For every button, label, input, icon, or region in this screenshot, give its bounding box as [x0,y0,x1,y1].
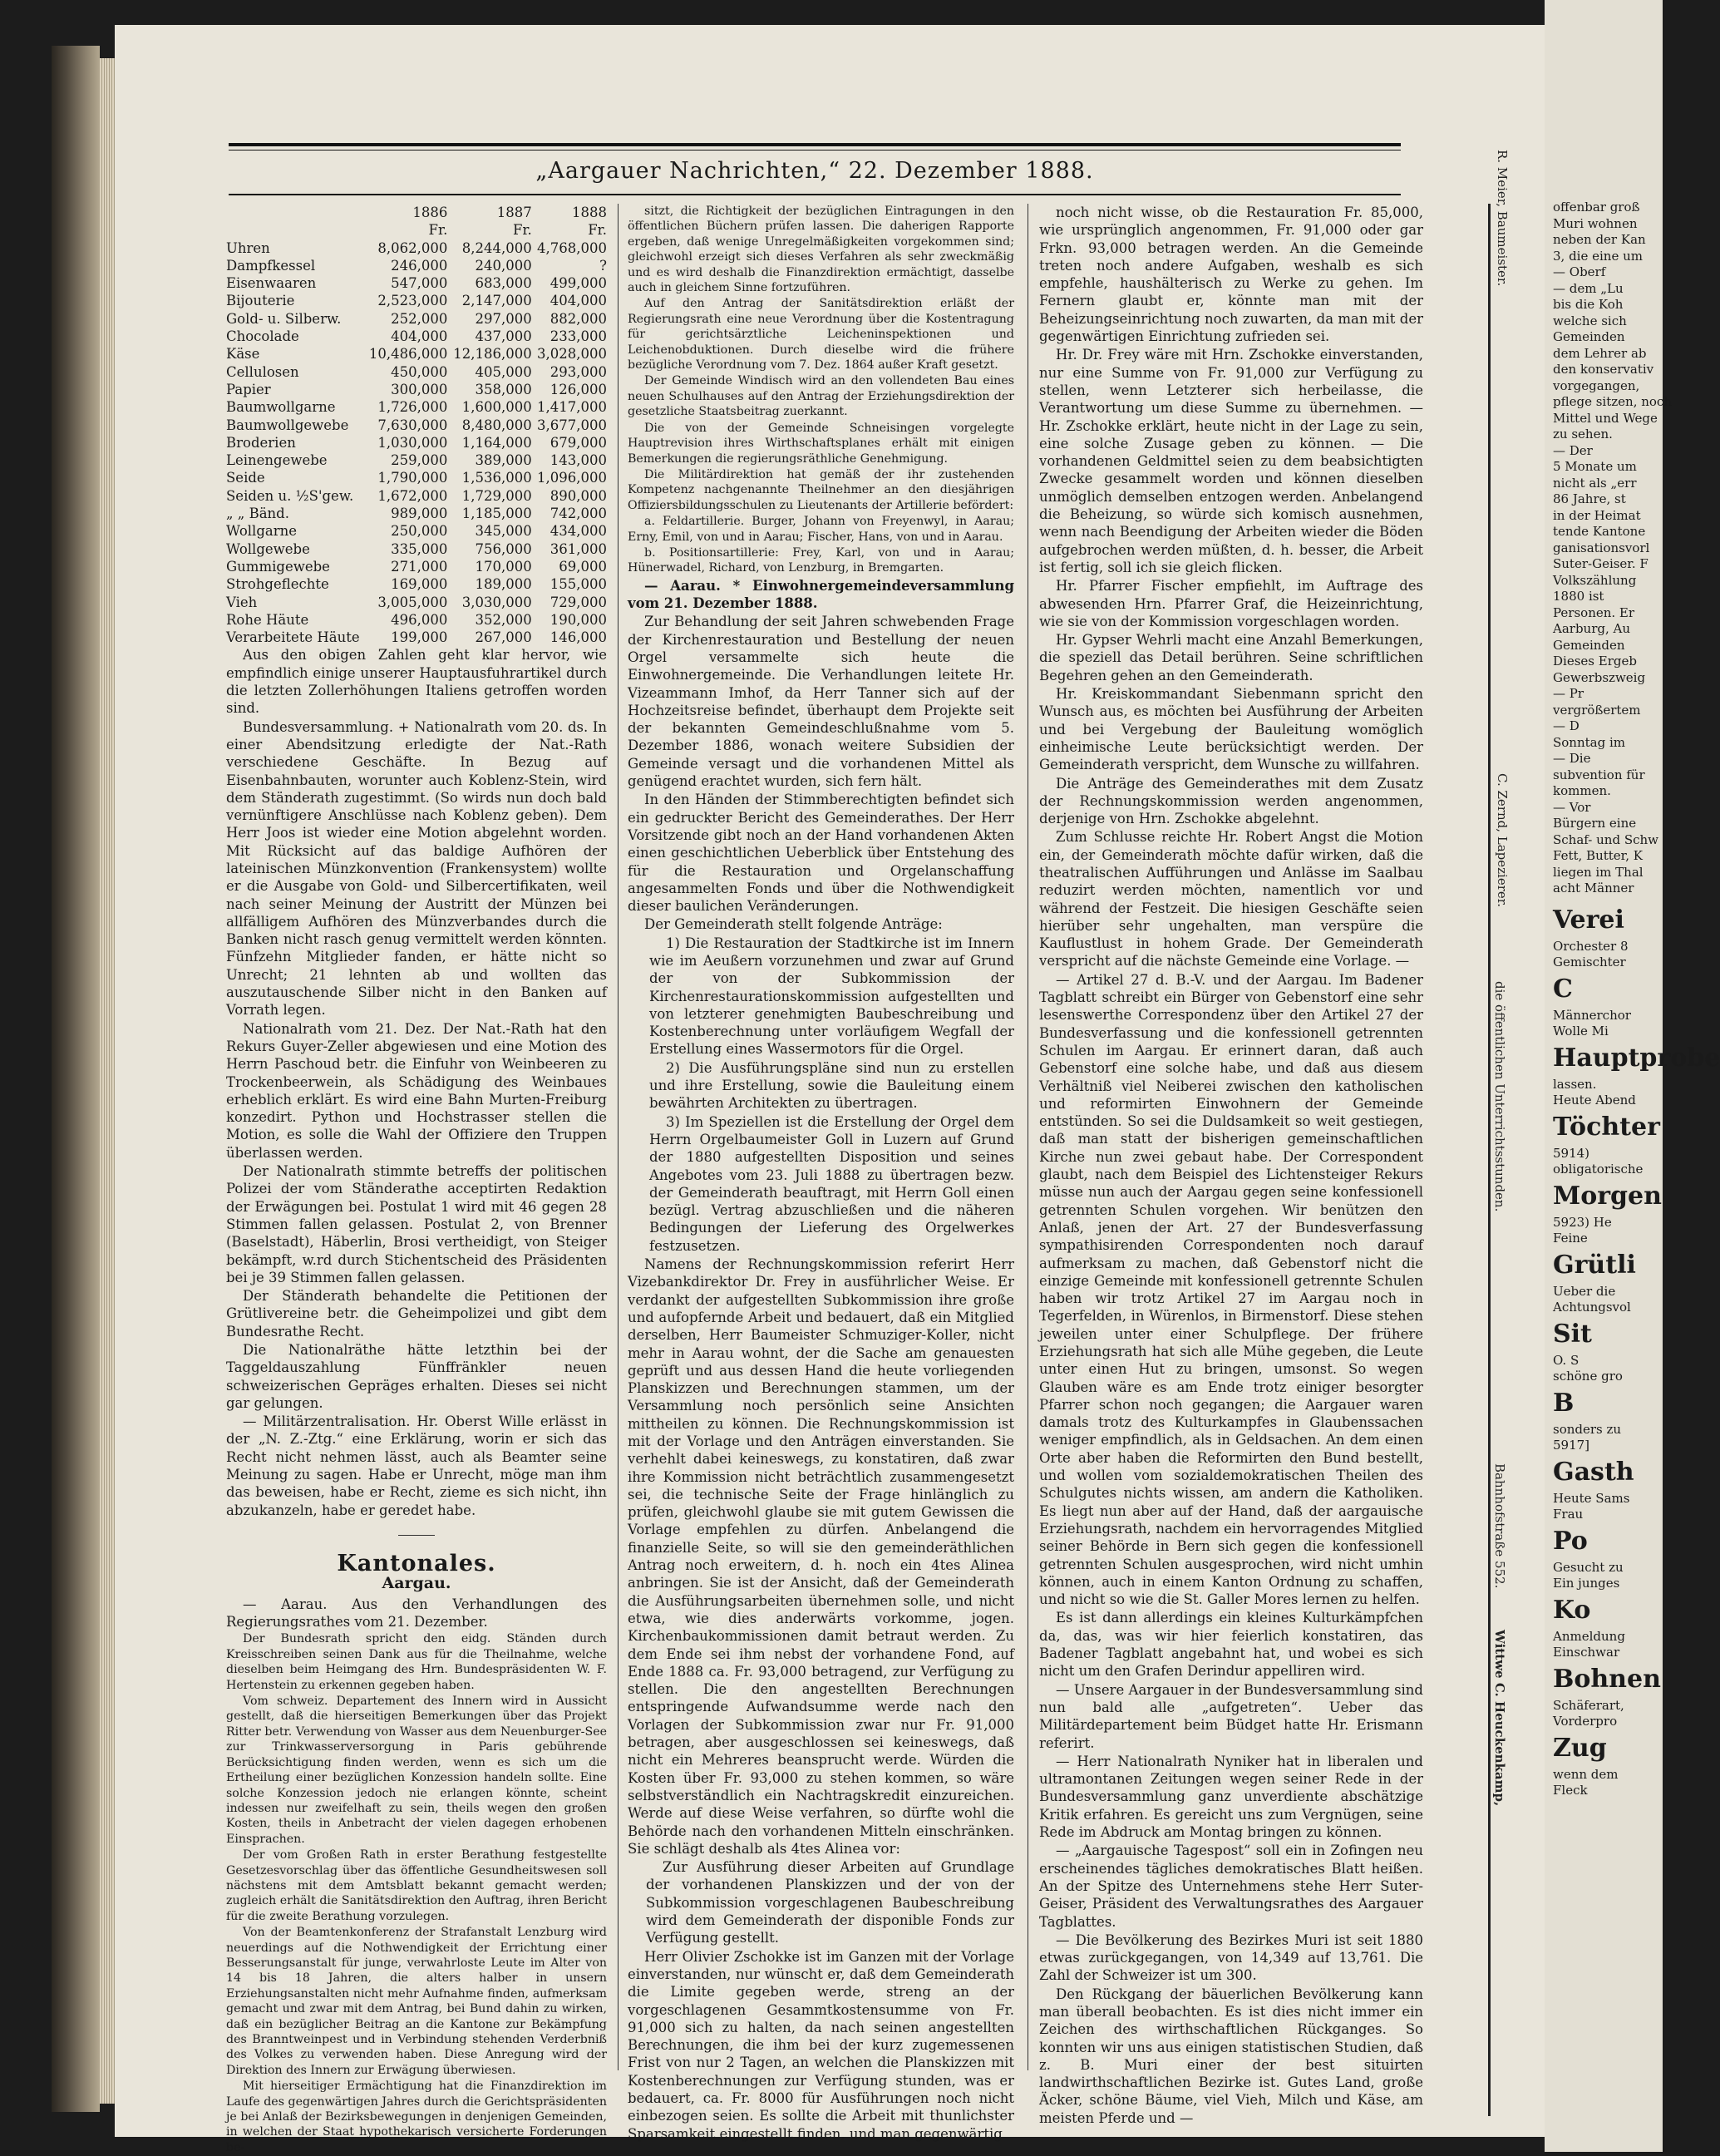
adjacent-ad-line: obligatorische [1553,1162,1644,1177]
stats-label: Cellulosen [226,363,299,380]
stats-value: 3,030,000 [461,594,532,610]
adjacent-text-line: Sonntag im [1553,734,1625,750]
stats-value: 437,000 [475,328,532,345]
column-1 [226,204,607,2156]
stats-label: Leinengewebe [226,452,328,469]
adjacent-text-line: subvention für [1553,767,1645,782]
adjacent-ad-heading: B [1553,1388,1575,1418]
stats-value: 155,000 [550,576,607,593]
stats-label: Seide [226,470,265,486]
adjacent-text-line: tende Kantone [1553,524,1646,539]
adjacent-text-line: Schaf- und Schw [1553,831,1659,847]
unit-label: Fr. [513,222,532,239]
column-2 [628,204,1014,2144]
adjacent-text-line: 3, die eine um [1553,248,1643,264]
paragraph: — Aarau. * Einwohnergemeindeversammlung vom 21. Dezember 1888. [628,577,1014,612]
stats-value: 8,480,000 [461,417,532,433]
adjacent-ad-heading: Verei [1553,905,1624,935]
adjacent-ad-line: 5923) He [1553,1214,1612,1230]
adjacent-ad-heading: Bohnen [1553,1664,1661,1694]
stats-value: 1,726,000 [377,399,448,416]
stats-value: 252,000 [391,310,448,327]
adjacent-ad-line: 5914) [1553,1145,1590,1161]
gutter-ad-name: Wittwe C. Heuckenkamp, [1492,1630,1507,1807]
adjacent-ad-heading: Hauptprobe [1553,1043,1720,1073]
stats-value: 3,677,000 [537,417,607,433]
stats-value: 1,790,000 [377,470,448,486]
paragraph: — Unsere Aargauer in der Bundesversammlung sind nun bald alle „aufgetreten“. Ueber das Militärdepartement beim Büdget hatte Hr. Erismann referirt. [1039,1681,1423,1751]
stats-value: 190,000 [550,611,607,628]
adjacent-ad-line: Schäferart, [1553,1697,1624,1713]
stats-label: „ „ Bänd. [226,506,289,522]
book-spine [52,46,100,2112]
stats-value: 300,000 [391,381,448,397]
unit-label: Fr. [428,222,448,239]
header-underline [229,194,1401,195]
paragraph: Die von der Gemeinde Schneisingen vorgelegte Hauptrevision ihres Wirthschaftsplanes erhält mit einigen Bemerkungen die regierungsräthliche Genehmigung. [628,421,1014,466]
adjacent-text-line: — Pr [1553,686,1584,701]
adjacent-text-line: Dieses Ergeb [1553,654,1637,669]
stats-value: 8,244,000 [461,239,532,256]
adjacent-ad-line: schöne gro [1553,1369,1623,1384]
stats-value: 352,000 [475,611,532,628]
stats-value: 10,486,000 [368,346,448,363]
adjacent-text-line: ganisationsvorl [1553,540,1650,555]
stats-value: 146,000 [550,629,607,646]
adjacent-text-line: bis die Koh [1553,297,1624,312]
paragraph: Der Ständerath behandelte die Petitionen der Grütlivereine betr. die Geheimpolizei und gibt dem Bundesrathe Recht. [226,1288,607,1339]
stats-value: 189,000 [475,576,532,593]
adjacent-ad-heading: Gasth [1553,1457,1634,1487]
stats-value: 8,062,000 [377,239,448,256]
stats-value: 1,164,000 [461,434,532,451]
stats-value: 450,000 [391,363,448,380]
stats-value: 1,185,000 [461,506,532,522]
stats-value: 12,186,000 [453,346,532,363]
stats-value: 233,000 [550,328,607,345]
stats-row [226,398,607,416]
gutter-rule [1488,204,1491,2116]
adjacent-text-line: Gemeinden [1553,637,1625,653]
adjacent-text-line: Volkszählung [1553,572,1637,588]
stats-value: 259,000 [391,452,448,469]
stats-value: 389,000 [475,452,532,469]
stats-value: 683,000 [475,275,532,292]
stats-value: 3,005,000 [377,594,448,610]
stats-label: Papier [226,381,271,397]
column-3 [1039,204,1423,2128]
stats-row [226,381,607,398]
adjacent-text-line: Personen. Er [1553,604,1635,620]
adjacent-ad-heading: Zug [1553,1733,1607,1763]
adjacent-ad-line: Vorderpro [1553,1714,1618,1729]
adjacent-text-line: zu sehen. [1553,427,1613,442]
paragraph: Der Bundesrath spricht den eidg. Ständen durch Kreisschreiben seinen Dank aus für die Theilnahme, welche dieselben beim Heimgang des Hrn. Bundespräsidenten W. F. Hertenstein zu erkennen gegeben haben. [226,1632,607,1692]
paragraph: Mit hierseitiger Ermächtigung hat die Finanzdirektion im Laufe des gegenwärtigen Jahres durch die Gerichtspräsidenten je bei Anlaß der Bezirksbewegungen in denjenigen Gemeinden, in welchen der Staat hypothekarisch versicherte Forderungen be- [226,2080,607,2154]
stats-row [226,363,607,381]
adjacent-ad-heading: Sit [1553,1319,1592,1349]
adjacent-ad-line: Einschwar [1553,1645,1620,1660]
stats-value: 240,000 [475,257,532,274]
stats-row [226,310,607,328]
list-item: 1) Die Restauration der Stadtkirche ist im Innern wie im Aeußern vorzunehmen und zwar auf Grund der von der Subkommission der Kirchenrestaurationskommission aufgestellten und von letzterer genehmigten Baubeschreibung und Kostenberechnung unter vorläufigem Wegfall der Erstellung eines Wassermotors für die Orgel. [649,935,1014,1058]
stats-value: 404,000 [391,328,448,345]
stats-row [226,434,607,451]
stats-value: 1,030,000 [377,434,448,451]
paragraph: Zur Ausführung dieser Arbeiten auf Grundlage der vorhandenen Planskizzen und der von der Subkommission vorgeschlagenen Baubeschreibung wird dem Gemeinderath der disponible Fonds zur Verfügung gestellt. [646,1859,1014,1946]
stats-row [226,417,607,434]
paragraph: Von der Beamtenkonferenz der Strafanstalt Lenzburg wird neuerdings auf die Nothwendigkeit der Errichtung einer Besserungsanstalt für junge, verwahrloste Leute im Alter von 14 bis 18 Jahren, die alters halber in unsern Erziehungsanstalten nicht mehr Aufnahme finden, aufmerksam gemacht und zwar mit dem Antrag, bei Bund dahin zu wirken, daß ein bezüglicher Beitrag an die Kantone zur Bekämpfung des Branntweinpest und in Verbindung stehenden Verderbniß des Volkes zu verwenden haben. Diese Anregung wird der Direktion des Innern zur Erwägung überwiesen. [226,1926,607,2077]
adjacent-ad-line: Ein junges [1553,1576,1620,1591]
adjacent-text-line: vorgegangen, [1553,377,1640,393]
paragraph: — Aarau. Aus den Verhandlungen des Regierungsrathes vom 21. Dezember. [226,1596,607,1631]
paragraph: Hr. Kreiskommandant Siebenmann spricht den Wunsch aus, es möchten bei Ausführung der Arbeiten und bei Vergebung der Bauleitung womöglich einheimische Leute berücksichtigt werden. Der Gemeinderath verspricht, dem Wunsche zu willfahren. [1039,686,1423,773]
paragraph: b. Positionsartillerie: Frey, Karl, von und in Aarau; Hünerwadel, Richard, von Lenzburg, in Bremgarten. [628,545,1014,575]
stats-row [226,292,607,309]
paragraph: — Artikel 27 d. B.-V. und der Aargau. Im Badener Tagblatt schreibt ein Bürger von Gebenstorf eine sehr lesenswerthe Correspondenz über den Artikel 27 der Bundesverfassung und die konfessionell getrennten Schulen im Aargau. Er erinnert daran, daß auch Gebenstorf eine solche habe, und daß aus diesem Verhältniß viel Neiberei zwischen den katholischen und reformirten Einwohnern der Gemeinde entstünden. So sei die Duldsamkeit so weit gestiegen, daß man statt der bisherigen gemeinschaftlichen Kirche nun zwei gebaut habe. Der Correspondent glaubt, nach dem Beispiel des Lichtensteiger Rekurs müsse nun auch der Aargau gegen seine konfessionell getrennten Schulen vorgehen. Wir benützen den Anlaß, jenen der Art. 27 der Bundesverfassung sympathisirenden Correspondenten noch darauf aufmerksam zu machen, daß Gebenstorf nicht die einzige Gemeinde mit konfessionell getrennte Schulen haben wir trotz Artikel 27 im Aargau noch in Tegerfelden, in Würenlos, in Birmenstorf. Diese stehen jeweilen unter einer Schulpflege. Der frühere Erziehungsrath hat sich alle Mühe gegeben, die Leute unter einen Hut zu bringen, umsonst. So wegen Glauben wäre es am Ende trotz einiger besorgter Pfarrer schon noch gegangen; die Aargauer waren damals trotz des Kulturkampfes in Glaubenssachen weniger empfindlich, als in Geldsachen. An dem einen Orte aber haben die Reformirten den Bund bestellt, und wollen vom sozialdemokratischen Theilen des Schulgutes nichts wissen, am andern die Katholiken. Es liegt nun aber auf der Hand, daß der aargauische Erziehungsrath, nachdem ein hervorragendes Mitglied seiner Behörde in Bern sich gegen die konfessionell getrennten Schulen ausgesprochen, wird nicht umhin können, auch in einem Kanton Ordnung zu schaffen, und nicht so wie die St. Galler Mores lernen zu helfen. [1039,971,1423,1608]
adjacent-text-line: kommen. [1553,783,1611,798]
paragraph: Die Militärdirektion hat gemäß der ihr zustehenden Kompetenz nachgenannte Theilnehmer an den diesjährigen Offiziersbildungsschulen zu Lieutenants der Artillerie befördert: [628,467,1014,512]
adjacent-text-line: 5 Monate um [1553,459,1637,474]
stats-row [226,505,607,522]
stats-row [226,575,607,593]
adjacent-ad-line: Ueber die [1553,1283,1616,1299]
stats-value: 3,028,000 [537,346,607,363]
paragraph: Die Nationalräthe hätte letzthin bei der Taggeldauszahlung Fünffränkler neuen schweizerischen Gepräges erhalten. Dieses sei nicht gar gelungen. [226,1342,607,1411]
adjacent-ad-line: sonders zu [1553,1421,1622,1437]
stats-label: Rohe Häute [226,611,309,628]
adjacent-text-line: Aarburg, Au [1553,621,1631,636]
stats-value: 170,000 [475,558,532,575]
stats-value: 404,000 [550,293,607,309]
paragraph: — Die Bevölkerung des Bezirkes Muri ist seit 1880 etwas zurückgegangen, von 14,349 auf 13,761. Die Zahl der Schweizer ist um 300. [1039,1932,1423,1984]
adjacent-ad-line: Gemischter [1553,955,1626,969]
stats-value: 293,000 [550,363,607,380]
adjacent-text-line: Mittel und Wege [1553,410,1658,426]
stats-row [226,522,607,540]
stats-value: 143,000 [550,452,607,469]
adjacent-text-line: 1880 ist [1553,589,1604,604]
paragraph: — Militärzentralisation. Hr. Oberst Wille erlässt in der „N. Z.-Ztg.“ eine Erklärung, worin er sich das Recht nicht nehmen lässt, auch als Beamter seine Meinung zu sagen. Habe er Unrecht, möge man ihm das beweisen, habe er Recht, zieme es sich nicht, ihn abzukanzeln, habe er geredet habe. [226,1413,607,1518]
paragraph: a. Feldartillerie. Burger, Johann von Freyenwyl, in Aarau; Erny, Emil, von und in Aarau; Fischer, Hans, von und in Aarau. [628,515,1014,544]
adjacent-text-line: acht Männer [1553,881,1634,895]
paragraph: In den Händen der Stimmberechtigten befindet sich ein gedruckter Bericht des Gemeinderathes. Der Herr Vorsitzende gibt noch an der Hand vorhandenen Akten einen geschichtlichen Ueberblick über Entstehung des für die Restauration und Orgelanschaffung angesammelten Fonds und über die Nothwendigkeit dieser baulichen Veränderungen. [628,792,1014,915]
adjacent-text-line: liegen im Thal [1553,864,1644,880]
stats-unit-row [226,221,607,239]
page-header: „Aargauer Nachrichten,“ 22. Dezember 1888. [535,158,1094,184]
stats-value: 250,000 [391,523,448,540]
year-1886: 1886 [412,205,448,220]
section-rule [226,1526,607,1543]
adjacent-text-line: — D [1553,718,1580,733]
paragraph: Der Nationalrath stimmte betreffs der politischen Polizei der vom Ständerathe acceptirten Redaktion der Erwägungen bei. Postulat 1 wird mit 46 gegen 28 Stimmen fallen gelassen. Postulat 2, von Brenner (Baselstadt), Häberlin, Brosi vertheidigt, von Steiger bekämpft, w.rd durch Stichentscheid des Präsidenten bei je 39 Stimmen fallen gelassen. [226,1163,607,1285]
stats-value: 1,536,000 [461,470,532,486]
stats-row [226,594,607,611]
adjacent-ad-line: Heute Abend [1553,1093,1636,1108]
paragraph: — Herr Nationalrath Nyniker hat in liberalen und ultramontanen Zeitungen wegen seiner Rede in der Bundesversammlung ganz unverdiente abschätzige Kritik erfahren. Es gereicht uns zum Vergnügen, seine Rede im Abdruck am Montag bringen zu können. [1039,1753,1423,1841]
paragraph: Vom schweiz. Departement des Innern wird in Aussicht gestellt, daß die hierseitigen Bemerkungen über das Projekt Ritter betr. Verwendung von Wasser aus dem Neuenburger-See zur Trinkwasserversorgung in Paris gebührende Berücksichtigung finden werden, wenn es sich um die Ertheilung einer bezüglichen Konzession handeln sollte. Eine solche Konzession jedoch nie erlangen könnte, scheint indessen nur zweifelhaft zu sein, theils wegen den großen Kosten, theils in Anbetracht der vielen dagegen erhobenen Einsprachen. [226,1695,607,1846]
stats-value: 1,600,000 [461,399,532,416]
paragraph: Der Gemeinde Windisch wird an den vollendeten Bau eines neuen Schulhauses auf den Antrag der Erziehungsdirektion der gesetzliche Staatsbeitrag zuerkannt. [628,374,1014,419]
adjacent-ad-line: lassen. [1553,1076,1597,1092]
stats-value: 7,630,000 [377,417,448,433]
paragraph: Zum Schlusse reichte Hr. Robert Angst die Motion ein, der Gemeinderath möchte dafür wirken, daß die theatralischen Aufführungen und Anlässe im Saalbau reduzirt werden möchten, namentlich vor und während der Festzeit. Die hiesigen Geschäfte seien hierüber sehr ungehalten, man verspüre die Kauflustlust in hohem Grade. Der Gemeinderath verspricht auf die nächste Gemeinde eine Vorlage. — [1039,829,1423,969]
header-rule-thick [229,143,1401,146]
stats-row [226,257,607,274]
stats-value: 169,000 [391,576,448,593]
paragraph: Hr. Pfarrer Fischer empfiehlt, im Auftrage des abwesenden Hrn. Pfarrer Graf, die Heizeinrichtung, wie sie von der Kommission vorgeschlagen worden. [1039,578,1423,629]
stats-value: 882,000 [550,310,607,327]
paragraph: — „Aargauische Tagespost“ soll ein in Zofingen neu erscheinendes tägliches demokratisches Blatt heißen. An der Spitze des Unternehmens stehe Herr Suter-Geiser, Präsident des Verwaltungsrathes des Aargauer Tagblattes. [1039,1843,1423,1930]
adjacent-text-line: Fett, Butter, K [1553,848,1643,863]
unit-label: Fr. [588,222,607,239]
stats-label: Eisenwaaren [226,275,317,292]
adjacent-ad-heading: Töchter [1553,1112,1660,1142]
stats-label: Gold- u. Silberw. [226,310,342,327]
paragraph: Zur Behandlung der seit Jahren schwebenden Frage der Kirchenrestauration und Bestellung der neuen Orgel versammelte sich heute die Einwohnergemeinde. Die Verhandlungen leitete Hr. Vizeammann Imhof, da Herr Tanner sich auf der Hochzeitsreise befindet, überhaupt dem Projekte seit der bekannten Gemeindeschlußnahme vom 5. Dezember 1886, wonach weitere Subsidien der Gemeinde versagt und die vorhandenen Mittel als genügend erachtet wurden, sich fern hält. [628,614,1014,790]
adjacent-text-line: — Oberf [1553,264,1606,279]
stats-value: 69,000 [559,558,607,575]
adjacent-ad-line: Gesucht zu [1553,1559,1624,1575]
stats-label: Dampfkessel [226,257,316,274]
stats-row [226,611,607,629]
stats-row [226,487,607,505]
stats-label: Chocolade [226,328,299,345]
adjacent-text-line: — dem „Lu [1553,280,1624,296]
paragraph: Den Rückgang der bäuerlichen Bevölkerung kann man überall beobachten. Es ist dies nicht immer ein Zeichen des wirthschaftlichen Rückganges. So konnten wir uns aus einigen statistischen Studien, daß z. B. Muri einer der best situirten landwirthschaftlichen Bezirke ist. Gutes Land, große Äcker, schöne Bäume, viel Vieh, Milch und Käse, am meisten Pferde und — [1039,1986,1423,2126]
stats-value: 4,768,000 [537,239,607,256]
adjacent-text-line: Suter-Geiser. F [1553,556,1649,571]
adjacent-text-line: Muri wohnen [1553,215,1638,231]
stats-label: Wollgewebe [226,540,310,557]
adjacent-text-line: — Die [1553,751,1591,766]
stats-row [226,345,607,363]
paragraph: Auf den Antrag der Sanitätsdirektion erläßt der Regierungsrath eine neue Verordnung über die Kostentragung für gerichtsärztliche Leicheninspektionen und Leichenobduktionen. Durch dieselbe wird die frühere bezügliche Verordnung vom 7. Dez. 1864 außer Kraft gesetzt. [628,297,1014,372]
stats-value: 756,000 [475,540,532,557]
paragraph: Aus den obigen Zahlen geht klar hervor, wie empfindlich einige unserer Hauptausfuhrartikel durch die letzten Zollerhöhungen Italiens getroffen worden sind. [226,647,607,717]
stats-label: Baumwollgewebe [226,417,349,433]
gutter-ad-address: Bahnhofstraße 552. [1492,1463,1507,1589]
stats-row [226,469,607,486]
stats-value: 1,729,000 [461,487,532,504]
stats-value: 729,000 [550,594,607,610]
list-item: 3) Im Speziellen ist die Erstellung der Orgel dem Herrn Orgelbaumeister Goll in Luzern auf Grund der 1880 aufgestellten Disposition und seines Angebotes vom 23. Juli 1888 zu übertragen bezw. der Gemeinderath beauftragt, mit Herrn Goll einen bezügl. Vertrag abzuschließen und die näheren Bedingungen der Lieferung des Orgelwerkes festzusetzen. [649,1113,1014,1254]
adjacent-ad-heading: Morgen [1553,1181,1662,1211]
year-1888: 1888 [572,205,607,220]
stats-value: ? [599,257,607,274]
stats-value: 434,000 [550,523,607,540]
stats-label: Wollgarne [226,523,298,540]
paragraph: Der Gemeinderath stellt folgende Anträge: [644,916,943,933]
stats-year-row [226,204,607,221]
adjacent-text-line: Gemeinden [1553,329,1625,344]
stats-value: 358,000 [475,381,532,397]
year-1887: 1887 [496,205,532,220]
stats-label: Baumwollgarne [226,399,336,416]
paragraph: Hr. Dr. Frey wäre mit Hrn. Zschokke einverstanden, nur eine Summe von Fr. 91,000 zur Verfügung zu stellen, wenn Letzterer sich herbeilasse, die Verantwortung um diese Summe zu übernehmen. — Hr. Zschokke erklärt, heute nicht in der Lage zu sein, eine solche Zusage geben zu können. — Die vorhandenen Geldmittel seien zu dem beabsichtigten Zwecke gesammelt worden und können dieselben unmöglich demselben entzogen werden. Anbelangend die Beheizung, so würde sich komisch ausnehmen, wenn nach Beendigung der Arbeiten wieder die Böden aufgebrochen werden müßten, d. h. besser, die Arbeit ist fertig, soll ich sie gleich flicken. [1039,347,1423,575]
paragraph: Es ist dann allerdings ein kleines Kulturkämpfchen da, das, was wir hier feierlich konstatiren, das Badener Tagblatt angebahnt hat, und wobei es sich nicht um den Grafen Derindur appelliren wird. [1039,1610,1423,1680]
stats-value: 989,000 [391,506,448,522]
adjacent-text-line: neben der Kan [1553,232,1646,247]
stats-label: Seiden u. ½S'gew. [226,487,354,504]
adjacent-page-text [1553,200,1720,2112]
gutter-ad-builder: R. Meier, Baumeister. [1495,150,1510,287]
stats-value: 267,000 [475,629,532,646]
adjacent-text-line: — Der [1553,442,1593,458]
adjacent-ad-heading: Ko [1553,1595,1591,1625]
stats-label: Uhren [226,239,270,256]
export-statistics-table [226,204,607,646]
paragraph: Die Anträge des Gemeinderathes mit dem Zusatz der Rechnungskommission werden angenommen, derjenige von Hrn. Zschokke abgelehnt. [1039,775,1423,827]
stats-value: 742,000 [550,506,607,522]
page-edges [100,58,115,2104]
adjacent-text-line: nicht als „err [1553,475,1637,491]
paragraph: Namens der Rechnungskommission referirt Herr Vizebankdirektor Dr. Frey in ausführlicher Weise. Er verdankt der aufgestellten Subkommission ihre große und aufopfernde Arbeit und bedauert, daß ein Mitglied derselben, Herr Baumeister Schmuziger-Koller, nicht mehr in Aarau wohnt, der die Sache am genauesten geprüft und aus dessen Hand die heute vorliegenden Planskizzen und Berechnungen stammen, um der Versammlung noch persönlich seine Ansichten mittheilen zu können. Die Rechnungskommission ist mit der Vorlage und den Anträgen einverstanden. Sie verhehlt dabei keineswegs, zu konstatiren, daß zwar ihre Kommission nicht beträchtlich zusammengesetzt sei, die technische Seite der Frage hinlänglich zu prüfen, gleichwohl glaube sie mit gutem Gewissen die Vorlage empfehlen zu dürfen. Anbelangend die finanzielle Seite, so will sie den gemeinderäthlichen Antrag noch erweitern, d. h. noch ein 4tes Alinea anbringen. Sie ist der Ansicht, daß der Gemeinderath die Ausführungsarbeiten übernehmen solle, und nicht etwa, wie dies anderwärts vorkomme, jogen. Kirchenbaukommissionen damit betraut werden. Zu dem Ende sei ihm nebst der vorhandene Fond, auf Ende 1888 ca. Fr. 93,000 betragend, zur Verfügung zu stellen. Die den angestellten Berechnungen entspringende Aufwandsumme werde nach den Vorlagen der Subkommission zwar nur Fr. 91,000 betragen, aber ausgeschlossen sei keineswegs, daß nicht ein Mehreres beansprucht werde. Würden die Kosten über Fr. 93,000 zu stehen kommen, so wäre selbstverständlich ein Nachtragskredit einzureichen. Werde auf diese Weise verfahren, so dürfte wohl die Behörde nach den vorhandenen Mitteln einschränken. Sie schlägt deshalb als 4tes Alinea vor: [628,1256,1014,1857]
adjacent-text-line: den konservativ [1553,362,1654,377]
list-item: 2) Die Ausführungspläne sind nun zu erstellen und ihre Erstellung, sowie die Bauleitung einem bewährten Architekten zu übertragen. [649,1059,1014,1112]
adjacent-text-line: in der Heimat [1553,507,1641,523]
adjacent-ad-heading: Po [1553,1526,1588,1556]
stats-label: Bijouterie [226,293,295,309]
stats-value: 496,000 [391,611,448,628]
paragraph: Bundesversammlung. + Nationalrath vom 20. ds. In einer Abendsitzung erledigte der Nat.-Rath verschiedene Geschäfte. In Bezug auf Eisenbahnbauten, worunter auch Koblenz-Stein, wird dem Ständerath zugestimmt. (So wirds nun doch bald vernünftigere Anschlüsse nach Koblenz geben). Dem Herr Joos ist wieder eine Motion abgelehnt worden. Mit Rücksicht auf das baldige Aufhören der lateinischen Münzkonvention (Frankensystem) wollte er die Ausgabe von Gold- und Silbercertifikaten, weil nach seiner Meinung der Austritt der Münzen bei allfälligem Aufhören des Münzverbandes durch die Banken nicht rasch genug vermittelt werden könnten. Fünfzehn Mitglieder fanden, er hätte nicht so Unrecht; 21 lehnten ab und wollten das auszutauschende Silber nicht in den Banken auf Vorrath legen. [226,718,607,1019]
adjacent-ad-line: Fleck [1553,1783,1588,1798]
stats-value: 679,000 [550,434,607,451]
stats-label: Broderien [226,434,296,451]
stats-value: 890,000 [550,487,607,504]
gutter-ad-lessons: die öffentlichen Unterrichtsstunden. [1492,981,1507,1212]
adjacent-ad-line: O. S [1553,1352,1580,1368]
adjacent-ad-line: Feine [1553,1231,1588,1246]
adjacent-ad-line: Orchester 8 [1553,938,1629,954]
stats-value: 1,096,000 [537,470,607,486]
adjacent-text-line: dem Lehrer ab [1553,345,1647,361]
stats-label: Gummigewebe [226,558,330,575]
stats-row [226,629,607,646]
paragraph: noch nicht wisse, ob die Restauration Fr. 85,000, wie ursprünglich angenommen, Fr. 91,000 oder gar Frkn. 93,000 betragen werden. An die Gemeinde treten noch andere Aufgaben, weshalb es sich empfehle, haushälterisch zu Werke zu gehen. Im Fernern glaubt er, könnte man mit der Beheizungseinrichtung noch zuwarten, da man mit der gegenwärtigen Einrichtung zufrieden sei. [1039,205,1423,345]
paragraph: Nationalrath vom 21. Dez. Der Nat.-Rath hat den Rekurs Guyer-Zeller abgewiesen und eine Motion des Herrn Paschoud betr. die Einfuhr von Weinbeeren zu Trockenbeerwein, als Schädigung des Weinbaues erheblich erklärt. Es wird eine Bahn Murten-Freiburg konzedirt. Python und Hochstrasser stellen die Motion, es solle die Wahl der Offiziere den Truppen überlassen werden. [226,1020,607,1161]
stats-row [226,451,607,469]
adjacent-text-line: Bürgern eine [1553,816,1637,831]
stats-value: 297,000 [475,310,532,327]
stats-label: Vieh [226,594,258,610]
stats-value: 547,000 [391,275,448,292]
adjacent-ad-line: Achtungsvol [1553,1300,1631,1315]
stats-value: 199,000 [391,629,448,646]
paragraph: Herr Olivier Zschokke ist im Ganzen mit der Vorlage einverstanden, nur wünscht er, daß dem Gemeinderath die Limite gegeben werde, streng an der vorgeschlagenen Gesammtkostensumme von Fr. 91,000 sich zu halten, da nach seinen angestellten Berechnungen, die ihm bei der kurz zugemessenen Frist von nur 2 Tagen, an welchen die Planskizzen mit Kostenberechnungen zur Verfügung stunden, was er bedauert, ca. Fr. 8000 für Ausführungen noch nicht einbezogen seien. Es sollte die Arbeit mit thunlichster Sparsamkeit eingestellt finden, und man gegenwärtig [628,1948,1014,2142]
stats-value: 499,000 [550,275,607,292]
adjacent-text-line: pflege sitzen, noch [1553,394,1672,409]
stats-value: 2,523,000 [377,293,448,309]
paragraph: sitzt, die Richtigkeit der bezüglichen Eintragungen in den öffentlichen Büchern prüfen lassen. Die daherigen Rapporte ergeben, daß wenige Unregelmäßigkeiten vorgekommen sind; gleichwohl erzeigt sich dieses Verfahren als sehr zweckmäßig und es wird deshalb die Finanzdirektion ermächtigt, dasselbe auch in gleichem Sinne fortzuführen. [628,205,1014,295]
paragraph: Der vom Großen Rath in erster Berathung festgestellte Gesetzesvorschlag über das öffentliche Gesundheitswesen soll nächstens mit dem Amtsblatt bekannt gemacht werden; zugleich erhält die Sanitätsdirektion den Auftrag, ihren Bericht für die zweite Berathung vorzulegen. [226,1848,607,1923]
stats-row [226,540,607,558]
stats-label: Strohgeflechte [226,576,329,593]
stats-value: 2,147,000 [461,293,532,309]
stats-value: 1,417,000 [537,399,607,416]
stats-value: 126,000 [550,381,607,397]
section-heading: Kantonales. [337,1551,496,1577]
stats-value: 345,000 [475,523,532,540]
adjacent-ad-line: wenn dem [1553,1766,1619,1782]
stats-value: 335,000 [391,540,448,557]
adjacent-text-line: vergrößertem [1553,702,1641,718]
adjacent-ad-line: Frau [1553,1507,1584,1522]
stats-row [226,558,607,575]
stats-label: Käse [226,346,260,363]
adjacent-ad-line: 5917] [1553,1438,1590,1453]
adjacent-text-line: 86 Jahre, st [1553,491,1626,506]
stats-value: 246,000 [391,257,448,274]
stats-row [226,274,607,292]
stats-value: 271,000 [391,558,448,575]
adjacent-text-line: Gewerbszweig [1553,669,1646,685]
stats-value: 1,672,000 [377,487,448,504]
adjacent-ad-line: Wolle Mi [1553,1024,1609,1039]
adjacent-text-line: welche sich [1553,313,1627,328]
subsection-heading: Aargau. [382,1573,451,1592]
gutter-ad-upholsterer: C. Zernd, Lapezierer. [1495,773,1510,908]
column-divider-1 [618,204,619,2070]
adjacent-text-line: — Vor [1553,799,1591,815]
stats-row [226,239,607,257]
paragraph: Hr. Gypser Wehrli macht eine Anzahl Bemerkungen, die speziell das Detail berühren. Seine schriftlichen Begehren gehen an den Gemeinderath. [1039,632,1423,683]
stats-row [226,328,607,345]
adjacent-text-line: offenbar groß [1553,200,1640,215]
adjacent-ad-heading: Grütli [1553,1250,1636,1280]
adjacent-ad-line: Anmeldung [1553,1628,1625,1644]
adjacent-ad-heading: C [1553,974,1573,1004]
adjacent-ad-line: Männerchor [1553,1007,1631,1023]
adjacent-ad-line: Heute Sams [1553,1490,1630,1506]
stats-value: 361,000 [550,540,607,557]
gutter-strip [1428,208,1536,2120]
stats-label: Verarbeitete Häute [226,629,360,646]
stats-value: 405,000 [475,363,532,380]
